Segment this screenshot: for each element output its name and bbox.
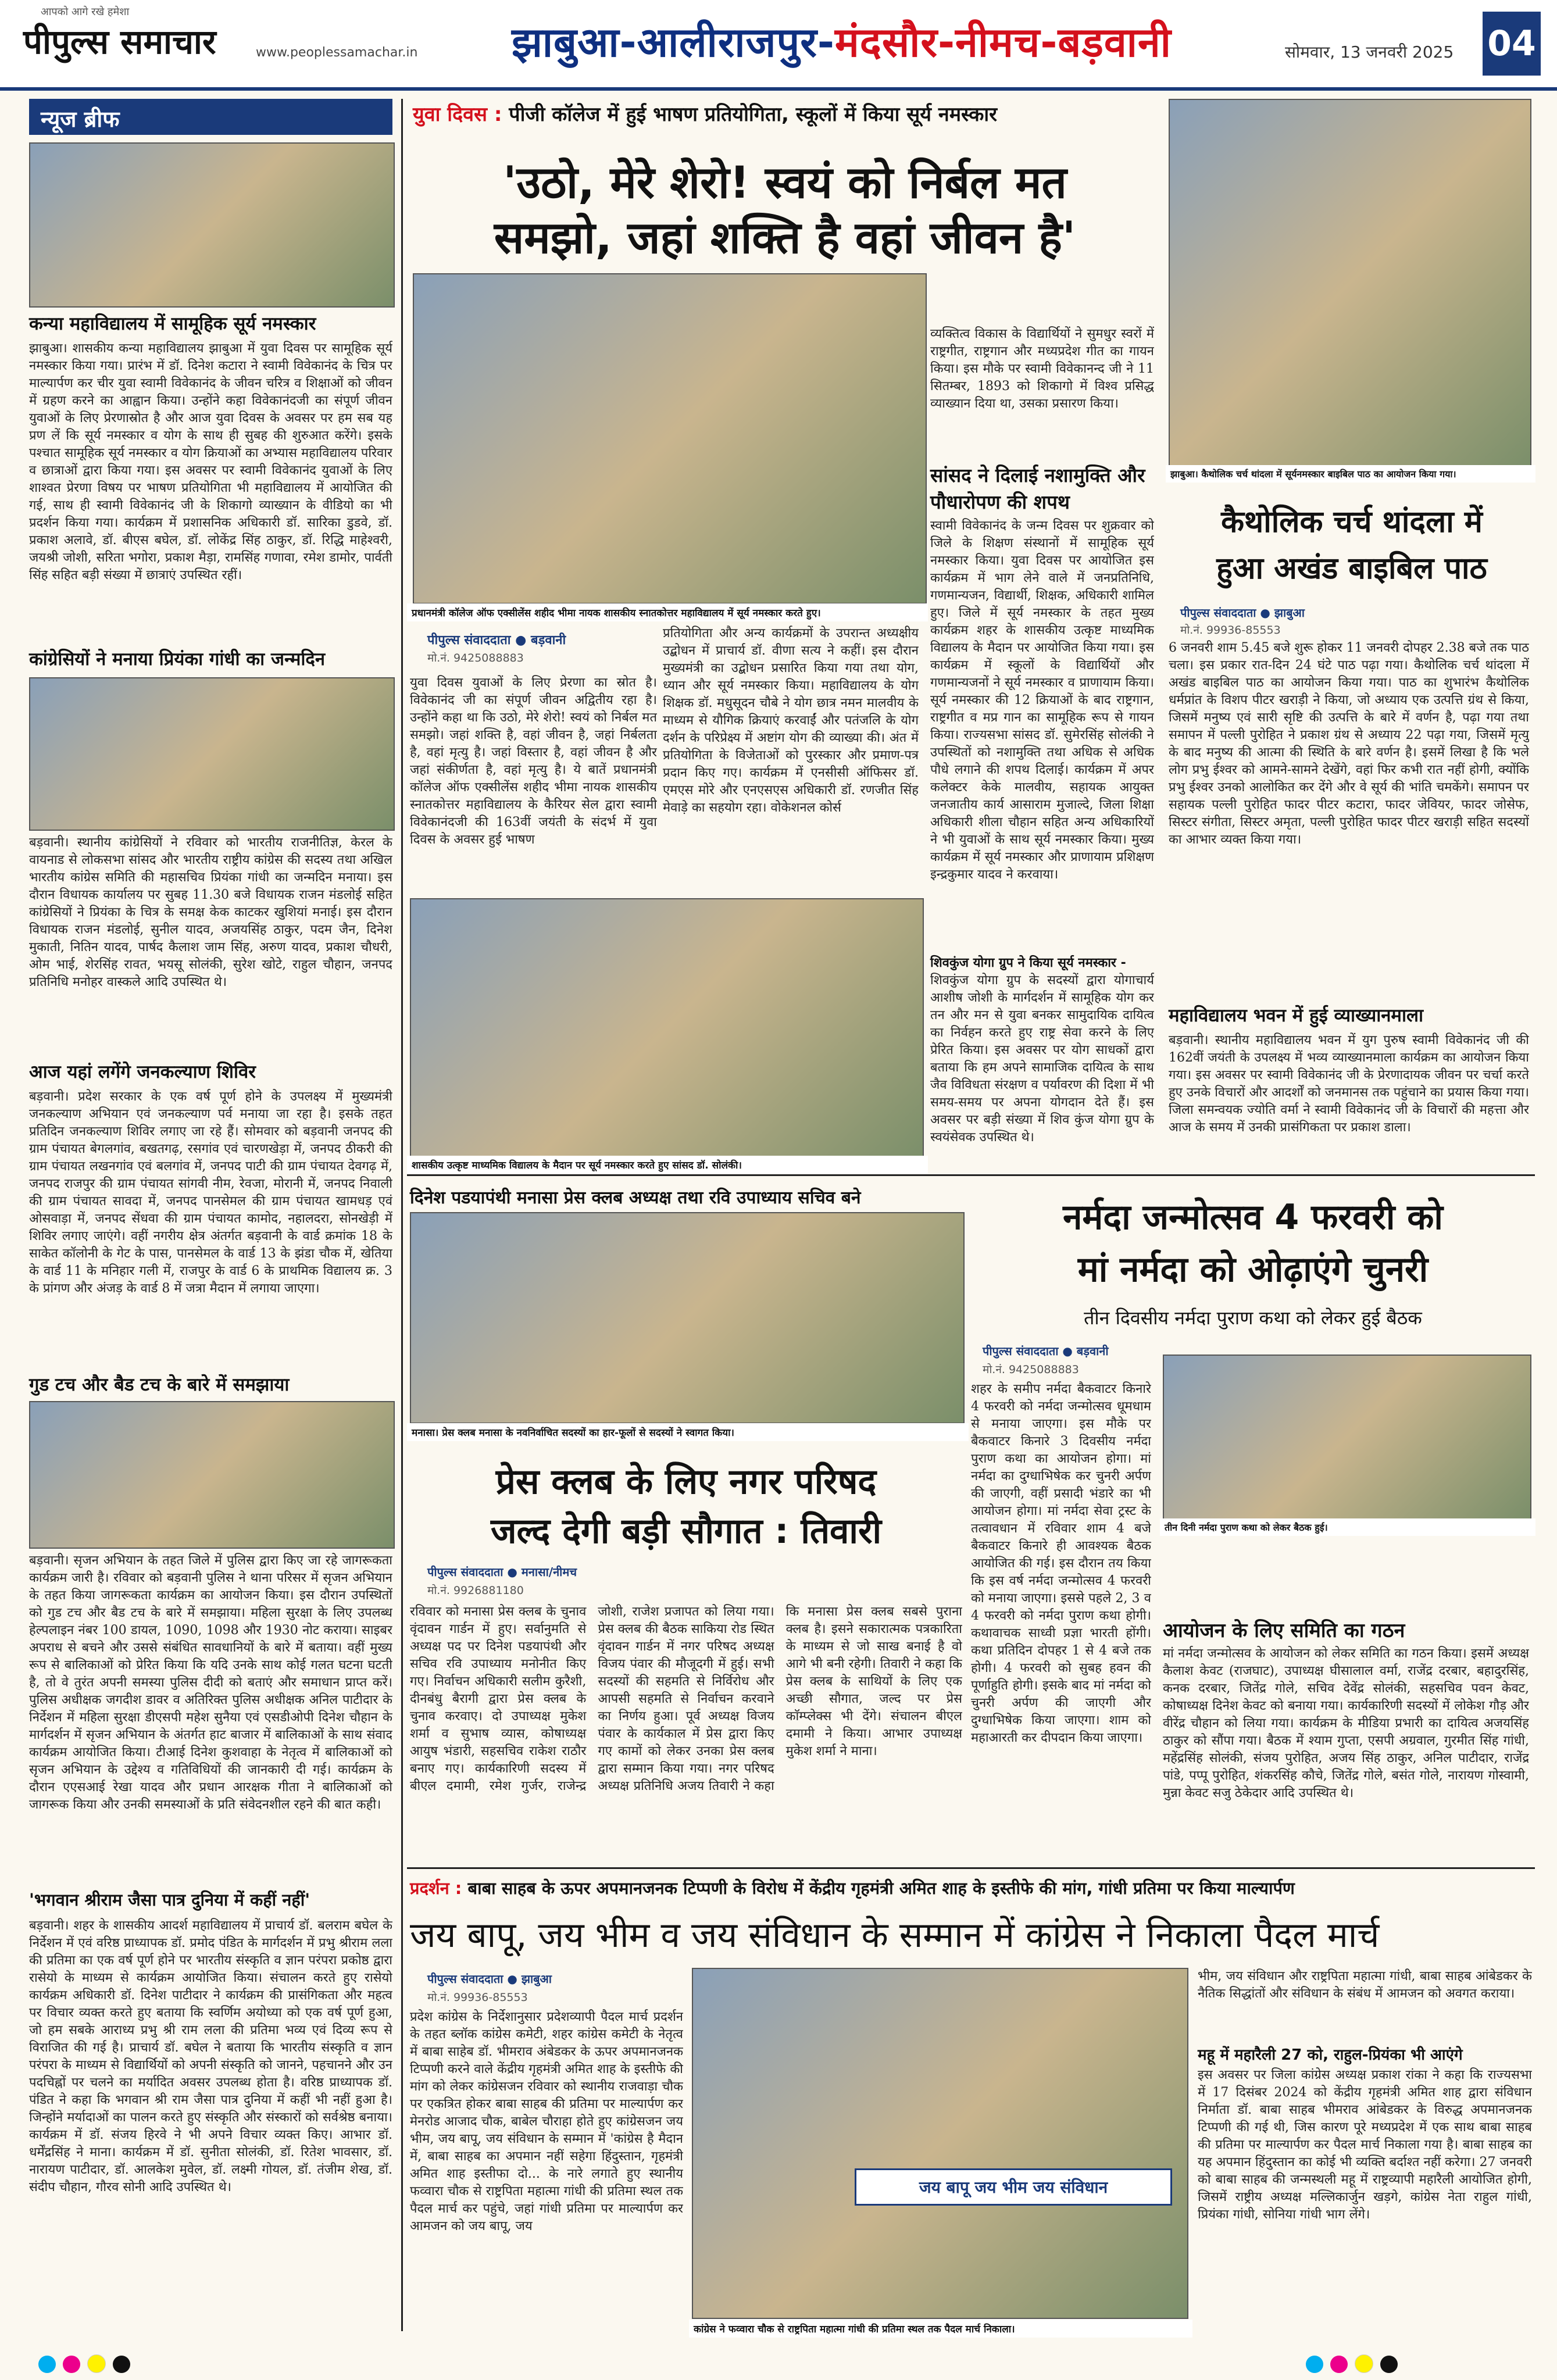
lead-col-3c: शिवकुंज योगा ग्रुप के सदस्यों द्वारा योगाचार्य आशीष जोशी के मार्गदर्शन में सामूहिक योग कर तन और मन से युवा बनकर सामुदायिक दायित्व का निर्वहन करते हुए राष्ट्र सेवा करने के लिए प्रेरित किया। इस अवसर पर योग साधकों द्वारा बताया कि हम अपने सामाजिक दायित्व के साथ जैव विविधता संरक्षण व पर्यावरण की दिशा में भी समय-समय पर अपना योगदान देते हैं। इस अवसर पर बड़ी संख्या में शिव कुंज योगा ग्रुप के स्वयंसेवक उपस्थित थे। <box>930 973 1154 1145</box>
catholic-body: 6 जनवरी शाम 5.45 बजे शुरू होकर 11 जनवरी दोपहर 2.38 बजे तक पाठ चला। इस प्रकार रात-दिन 24 घंटे पाठ पढ़ा गया। कैथोलिक चर्च थांदला में अखंड बाइबिल पाठ का आयोजन किया गया। पाठ का शुभारंभ कैथोलिक धर्मप्रांत के विशप पीटर खराड़ी ने किया, जो अध्याय एक उत्पत्ति ग्रंथ से किया, जिसमें मनुष्य एवं सारी सृष्टि की उत्पत्ति के बारे में वर्णन है, पढ़ा गया तथा समापन में पल्ली पुरोहित ने प्रकाश ग्रंथ से अध्याय 22 पढ़ा गया, जिसमें मृत्यु के बाद मनुष्य की आत्मा की स्थिति के बारे वर्णन है। इसमें लिखा है कि भले लोग प्रभु ईश्वर को आमने-सामने देखेंगे, वहां फिर कभी रात नहीं होगी, क्योंकि प्रभु ईश्वर उनको आलोकित कर देंगे और वे सूर्य की भांति चमकेंगे। समापन पर सहायक पल्ली पुरोहित फादर पीटर कटारा, फादर जेवियर, फादर जोसेफ, सिस्टर संगीता, सिस्टर अमृता, पल्ली पुरोहित फादर पीटर खराड़ी सहित सदस्यों का आभार व्यक्त किया गया। <box>1169 641 1529 847</box>
black-dot-icon <box>113 2356 130 2373</box>
lead-photo-college <box>413 273 927 604</box>
catholic-headline-1: कैथोलिक चर्च थांदला में <box>1221 505 1483 539</box>
magenta-dot-icon <box>63 2356 80 2373</box>
yellow-dot-icon <box>87 2354 106 2373</box>
print-registration-marks <box>35 2354 1523 2374</box>
edition-red: मंदसौर-नीमच-बड़वानी <box>834 19 1172 66</box>
brief-photo-police <box>29 1401 395 1549</box>
narmada-headline-1: नर्मदा जन्मोत्सव 4 फरवरी को <box>1063 1197 1443 1238</box>
press-club-headline-1: प्रेस क्लब के लिए नगर परिषद <box>495 1461 877 1502</box>
yoga-group-label: शिवकुंज योगा ग्रुप ने किया सूर्य नमस्कार - <box>930 956 1126 970</box>
logo-tagline: आपको आगे रखे हमेशा <box>41 6 130 18</box>
page-number: 04 <box>1483 12 1541 76</box>
brief-headline-5: 'भगवान श्रीराम जैसा पात्र दुनिया में कहीं नहीं' <box>29 1890 310 1910</box>
brief-headline-3: आज यहां लगेंगे जनकल्याण शिविर <box>29 1062 256 1082</box>
narmada-subheading: तीन दिवसीय नर्मदा पुराण कथा को लेकर हुई बैठक <box>1084 1307 1422 1329</box>
narmada-byline: पीपुल्स संवाददाता ● बड़वानी <box>983 1344 1109 1358</box>
march-headline: जय बापू, जय भीम व जय संविधान के सम्मान में कांग्रेस ने निकाला पैदल मार्च <box>410 1915 1380 1956</box>
march-body: प्रदेश कांग्रेस के निर्देशानुसार प्रदेशव्यापी पैदल मार्च प्रदर्शन के तहत ब्लॉक कांग्रेस कमेटी, शहर कांग्रेस कमेटी के नेतृत्व में बाबा साहेब डॉ. भीमराव अंबेडकर के ऊपर अपमानजनक टिप्पणी करने वाले केंद्रीय गृहमंत्री अमित शाह के इस्तीफे की मांग को लेकर कांग्रेसजन रविवार को स्थानीय राजवाड़ा चौक पर एकत्रित होकर बाबा साहब की प्रतिमा पर माल्यार्पण कर मेनरोड आजाद चौक, बाबेल चौराहा होते हुए कांग्रेसजन जय भीम, जय बापू, जय संविधान के सम्मान में 'कांग्रेस है मैदान में, बाबा साहब का अपमान नहीं सहेगा हिंदुस्तान, गृहमंत्री अमित शाह इस्तीफा दो... के नारे लगाते हुए स्थानीय फव्वारा चौक से राष्ट्रपिता महात्मा गांधी की प्रतिमा स्थल तक पैदल मार्च कर पहुंचे, जहां गांधी प्रतिमा पर माल्यार्पण कर आमजन को जय बापू, जय <box>410 2010 683 2234</box>
lead-kicker <box>413 100 1151 127</box>
brief-body-1: झाबुआ। शासकीय कन्या महाविद्यालय झाबुआ में युवा दिवस पर सामूहिक सूर्य नमस्कार किया गया। प्रारंभ में डॉ. दिनेश कटारा ने स्वामी विवेकानंद के चित्र पर माल्यार्पण कर चीर युवा स्वामी विवेकानंद के जीवन चरित्र व शिक्षाओं को जीवन में ग्रहण करने का आह्वान किया। उन्होंने कहा विवेकानंदजी का संपूर्ण जीवन युवाओं के लिए प्रेरणास्रोत है और आज युवा दिवस के अवसर पर हम सब यह प्रण लें कि सूर्य नमस्कार व योग के साथ ही सुबह की शुरुआत करेंगे। इसके पश्चात सामूहिक सूर्य नमस्कार व योग क्रियाओं का अभ्यास महाविद्यालय परिवार व छात्राओं द्वारा किया गया। इस अवसर पर स्वामी विवेकानंद युवाओं के लिए शाश्वत प्रेरणा विषय पर भाषण प्रतियोगिता भी महाविद्यालय में आयोजित की गई, साथ ही स्वामी विवेकानंद जी के शिकागो व्याख्यान के वीडियो का भी प्रदर्शन किया गया। कार्यक्रम में प्रशासनिक अधिकारी डॉ. सारिका डुडवे, डॉ. प्रकाश अलावे, डॉ. बीएस बघेल, डॉ. लोकेंद्र सिंह ठाकुर, डॉ. रिद्धि माहेश्वरी, जयश्री जोशी, सरिता भगोरा, प्रकाश मैड़ा, रामसिंह गणावा, रमेश डामोर, पार्वती सिंह सहित बड़ी संख्या में छात्राएं उपस्थित रहीं। <box>29 341 392 583</box>
catholic-headline-2: हुआ अखंड बाइबिल पाठ <box>1216 551 1487 586</box>
narmada-meeting-photo <box>1163 1355 1531 1520</box>
brief-photo-congress <box>29 677 395 831</box>
press-club-phone: मो.नं. 9926881180 <box>427 1584 524 1597</box>
mhow-subheadline: महू में महारैली 27 को, राहुल-प्रियंका भी आएंगे <box>1198 2046 1463 2064</box>
lead-col-2: प्रतियोगिता और अन्य कार्यक्रमों के उपरान्त अध्यक्षीय उद्बोधन में प्राचार्य डॉ. वीणा सत्य ने कहीं। इस दौरान मुख्यमंत्री का उद्बोधन प्रसारित किया गया तथा योग, ध्यान और सूर्य नमस्कार किया। महाविद्यालय के योग शिक्षक डॉ. मधुसूदन चौबे ने योग छात्र नमन मालवीय के माध्यम से यौगिक क्रियाएं करवाईं और पतंजलि के योग दर्शन के परिप्रेक्ष्य में अष्टांग योग की व्याख्या की। अंत में प्रतियोगिता के विजेताओं को पुरस्कार और प्रमाण-पत्र प्रदान किए गए। कार्यक्रम में एनसीसी ऑफिसर डॉ. एमएस मोरे और एनएसएस अधिकारी डॉ. रणजीत सिंह मेवाड़े का सहयोग रहा। वोकेशनल कोर्स <box>663 626 919 815</box>
march-banner: जय बापू जय भीम जय संविधान <box>855 2168 1172 2206</box>
vyakhyanmala-headline: महाविद्यालय भवन में हुई व्याख्यानमाला <box>1169 1005 1424 1026</box>
march-kicker-label: प्रदर्शन : <box>410 1878 462 1898</box>
brief-body-2: बड़वानी। स्थानीय कांग्रेसियों ने रविवार को भारतीय राजनीतिज्ञ, केरल के वायनाड से लोकसभा सांसद और भारतीय राष्ट्रीय कांग्रेस की सदस्य तथा अखिल भारतीय कांग्रेस समिति की महासचिव प्रियंका गांधी का जन्मदिन मनाया। इस दौरान विधायक कार्यालय पर सुबह 11.30 बजे विधायक राजन मंडलोई सहित कांग्रेसियों ने प्रियंका के चित्र के समक्ष केक काटकर खुशियां मनाई। इस दौरान विधायक राजन मंडलोई, सुनील यादव, अजयसिंह ठाकुर, पदम जैन, दिनेश मुकाती, नितिन यादव, पार्षद कैलाश जाम सिंह, अरुण यादव, प्रकाश चौधरी, ओम भाई, शेरसिंह रावत, भयसू सोलंकी, सुरेश खोटे, राहुल चौहान, जनपद प्रतिनिधि मनोहर वास्कले आदि उपस्थित थे। <box>29 835 392 989</box>
yellow-dot-icon <box>1355 2354 1373 2373</box>
lead-col-1: युवा दिवस युवाओं के लिए प्रेरणा का स्रोत है। विवेकानंद जी का संपूर्ण जीवन अद्वितीय रहा है। उन्होंने कहा था कि उठो, मेरे शेरो! स्वयं को निर्बल मत समझो। जहां शक्ति है, वहां जीवन है, जहां निर्बलता है, वहां मृत्यु है। जहां विस्तार है, वहां जीवन है और जहां संकीर्णता है, वहां मृत्यु है। ये बातें प्रधानमंत्री कॉलेज ऑफ एक्सीलेंस शहीद भीमा नायक शासकीय स्नातकोत्तर महाविद्यालय के कैरियर सेल द्वारा स्वामी विवेकानंदजी की 163वीं जयंती के संदर्भ में युवा दिवस के अवसर हुई भाषण <box>410 676 657 847</box>
lead-headline-2: समझो, जहां शक्ति है वहां जीवन है' <box>494 212 1076 263</box>
narmada-photo-caption: तीन दिनी नर्मदा पुराण कथा को लेकर बैठक हुई। <box>1160 1518 1535 1536</box>
press-club-caption: मनासा। प्रेस क्लब मनासा के नवनिर्वाचित सदस्यों का हार-फूलों से सदस्यों ने स्वागत किया। <box>407 1423 969 1441</box>
brief-headline-4: गुड टच और बैड टच के बारे में समझाया <box>29 1374 290 1395</box>
committee-headline: आयोजन के लिए समिति का गठन <box>1163 1619 1405 1642</box>
lead-photo-mp-yoga <box>410 898 924 1159</box>
narmada-phone: मो.नं. 9425088883 <box>983 1363 1079 1376</box>
catholic-photo-caption: झाबुआ। कैथोलिक चर्च थांदला में सूर्यनमस्कार बाइबिल पाठ का आयोजन किया गया। <box>1166 465 1535 483</box>
issue-date: सोमवार, 13 जनवरी 2025 <box>1285 42 1454 62</box>
brief-photo-surya-namaskar <box>29 142 395 308</box>
march-kicker-text: बाबा साहब के ऊपर अपमानजनक टिप्पणी के विरोध में केंद्रीय गृहमंत्री अमित शाह के इस्तीफे की मांग, गांधी प्रतिमा पर किया माल्यार्पण <box>467 1878 1295 1898</box>
cyan-dot-icon <box>1306 2356 1323 2373</box>
catholic-phone: मो.नं. 99936-85553 <box>1180 624 1281 637</box>
section-rule-2 <box>407 1867 1535 1869</box>
press-club-headline-2: जल्द देगी बड़ी सौगात : तिवारी <box>490 1511 882 1552</box>
column-divider <box>401 99 403 2331</box>
narmada-body: शहर के समीप नर्मदा बैकवाटर किनारे 4 फरवरी को नर्मदा जन्मोत्सव धूमधाम से मनाया जाएगा। इस मौके पर बैकवाटर किनारे 3 दिवसीय नर्मदा पुराण कथा का आयोजन होगा। मां नर्मदा का दुग्धाभिषेक कर चुनरी अर्पण की जाएगी, वहीं प्रसादी भंडारे का भी आयोजन होगा। मां नर्मदा सेवा ट्रस्ट के तत्वावधान में रविवार शाम 4 बजे बैकवाटर किनारे ही आवश्यक बैठक आयोजित की गई। इस दौरान तय किया कि इस वर्ष नर्मदा जन्मोत्सव 4 फरवरी को मनाया जाएगा। इससे पहले 2, 3 व 4 फरवरी को नर्मदा पुराण कथा होगी। कथावाचक साध्वी प्रज्ञा भारती होंगी। कथा प्रतिदिन दोपहर 1 से 4 बजे तक होगी। 4 फरवरी को सुबह हवन की पूर्णाहुति होगी। इसके बाद मां नर्मदा को चुनरी अर्पण की जाएगी और दुग्धाभिषेक किया जाएगा। शाम को महाआरती कर दीपदान किया जाएगा। <box>971 1382 1151 1745</box>
cyan-dot-icon <box>38 2356 56 2373</box>
vyakhyanmala-body: बड़वानी। स्थानीय महाविद्यालय भवन में युग पुरुष स्वामी विवेकानंद जी की 162वीं जयंती के उपलक्ष्य में भव्य व्याख्यानमाला कार्यक्रम का आयोजन किया गया। इस अवसर पर स्वामी विवेकानंद जी के प्रेरणादायक जीवन पर चर्चा करते हुए उनके विचारों और आदर्शों को जनमानस तक पहुंचाने का प्रयास किया गया। जिला समन्वयक ज्योति वर्मा ने स्वामी विवेकानंद जी के विचारों की महत्ता और आज के समय में उनकी प्रासंगिकता पर प्रकाश डाला। <box>1169 1033 1529 1135</box>
lead-kicker-text: पीजी कॉलेज में हुई भाषण प्रतियोगिता, स्कूलों में किया सूर्य नमस्कार <box>509 103 998 126</box>
lead-phone: मो.नं. 9425088883 <box>427 652 524 664</box>
lead-byline: पीपुल्स संवाददाता ● बड़वानी <box>427 633 566 648</box>
section-rule <box>407 1174 1535 1176</box>
brief-body-5: बड़वानी। शहर के शासकीय आदर्श महाविद्यालय में प्राचार्य डॉ. बलराम बघेल के निर्देशन में एवं वरिष्ठ प्राध्यापक डॉ. प्रमोद पंडित के मार्गदर्शन में प्रभु श्रीराम लला की प्रतिमा का एक वर्ष पूर्ण होने पर भारतीय संस्कृति व ज्ञान परंपरा प्रकोष्ठ द्वारा रासेयो के माध्यम से कार्यक्रम आयोजित किया। संचालन करते हुए रासेयो कार्यक्रम अधिकारी डॉ. दिनेश पाटीदार ने कार्यक्रम की प्रासंगिकता और महत्व पर विचार व्यक्त करते हुए बताया कि स्वर्णिम अयोध्या को एक वर्ष पूर्ण हुआ, जो हम सबके आराध्य प्रभु श्री राम लला की प्रतिमा भव्य एवं दिव्य रूप से विराजित की गई है। प्राचार्य डॉ. बघेल ने बताया कि भारतीय संस्कृति व ज्ञान परंपरा के माध्यम से विद्यार्थियों को अपनी संस्कृति को जानने, पहचानने और उन पदचिह्नों पर चलने का मर्यादित अवसर उपलब्ध होता है। वरिष्ठ प्राध्यापक डॉ. पंडित ने कहा कि भगवान श्री राम जैसा पात्र दुनिया में कहीं भी नहीं हुआ है। जिन्होंने मर्यादाओं का पालन करते हुए संस्कृति और संस्कारों को सर्वश्रेष्ठ बनाया। कार्यक्रम में डॉ. संजय हिरवे ने भी अपने विचार व्यक्त किए। आभार डॉ. धर्मेंद्रसिंह ने माना। कार्यक्रम में डॉ. सुनीता सोलंकी, डॉ. रितेश भावसार, डॉ. नारायण पाटीदार, डॉ. आलकेश मुवेल, डॉ. लक्ष्मी गोयल, डॉ. तंजीम शेख, डॉ. संदीप चौहान, गौरव सोनी आदि उपस्थित थे। <box>29 1918 392 2195</box>
lead-photo1-caption: प्रधानमंत्री कॉलेज ऑफ एक्सीलेंस शहीद भीमा नायक शासकीय स्नातकोत्तर महाविद्यालय में सूर्य नमस्कार करते हुए। <box>407 603 928 621</box>
website-link[interactable]: www.peoplessamachar.in <box>256 45 418 60</box>
march-body-right-2: इस अवसर पर जिला कांग्रेस अध्यक्ष प्रकाश रांका ने कहा कि राज्यसभा में 17 दिसंबर 2024 को केंद्रीय गृहमंत्री अमित शाह द्वारा संविधान निर्माता डॉ. बाबा साहब भीमराव आंबेडकर के विरुद्ध अपमानजनक टिप्पणी की गई थी, जिस कारण पूरे मध्यप्रदेश में एक साथ बाबा साहब की प्रतिमा पर माल्यार्पण कर पैदल मार्च निकाला गया है। बाबा साहब का यह अपमान हिंदुस्तान का कोई भी व्यक्ति बर्दाश्त नहीं करेगा। 27 जनवरी को बाबा साहब की जन्मस्थली महू में राष्ट्रव्यापी महारैली आयोजित होगी, जिसमें राष्ट्रीय अध्यक्ष मल्लिकार्जुन खड़गे, कांग्रेस नेता राहुल गांधी, प्रियंका गांधी, सोनिया गांधी भाग लेंगे। <box>1198 2068 1532 2222</box>
edition-blue: झाबुआ-आलीराजपुर- <box>512 19 835 66</box>
press-club-body: रविवार को मनासा प्रेस क्लब के चुनाव वृंदावन गार्डन में हुए। सर्वानुमति से अध्यक्ष पद पर दिनेश पडयापंथी और सचिव रवि उपाध्याय मनोनीत किए गए। निर्वाचन अधिकारी सलीम कुरैशी, दीनबंधु बैरागी द्वारा प्रेस क्लब के चुनाव करवाए। दो उपाध्यक्ष मुकेश शर्मा व सुभाष व्यास, कोषाध्यक्ष आयुष भंडारी, सहसचिव राकेश राठौर बनाए गए। कार्यकारिणी सदस्य में बीएल दमामी, रमेश गुर्जर, राजेन्द्र जोशी, राजेश प्रजापत को लिया गया। प्रेस क्लब की बैठक साकिया रोड स्थित वृंदावन गार्डन में नगर परिषद अध्यक्ष विजय पंवार की मौजूदगी में हुई। सभी सदस्यों की सहमति से निर्विरोध और आपसी सहमति से निर्वाचन करवाने का निर्णय हुआ। पूर्व अध्यक्ष विजय पंवार के कार्यकाल में प्रेस द्वारा किए गए कामों को लेकर उनका प्रेस क्लब द्वारा सम्मान किया गया। नगर परिषद अध्यक्ष प्रतिनिधि अजय तिवारी ने कहा कि मनासा प्रेस क्लब सबसे पुराना क्लब है। इसने सकारात्मक पत्रकारिता के माध्यम से जो साख बनाई है वो आगे भी बनी रहेगी। तिवारी ने कहा कि प्रेस क्लब के साथियों के लिए एक अच्छी सौगात, जल्द पर प्रेस काॅम्प्लेक्स भी देंगे। संचालन बीएल दमामी ने किया। आभार उपाध्यक्ष मुकेश शर्मा ने माना। <box>410 1604 962 1793</box>
catholic-church-photo <box>1169 99 1531 467</box>
lead-kicker-label: युवा दिवस : <box>413 103 502 126</box>
magenta-dot-icon <box>1330 2356 1348 2373</box>
narmada-headline-2: मां नर्मदा को ओढ़ाएंगे चुनरी <box>1077 1249 1429 1290</box>
edition-title <box>512 13 1172 69</box>
committee-body: मां नर्मदा जन्मोत्सव के आयोजन को लेकर समिति का गठन किया। इसमें अध्यक्ष कैलाश केवट (राजघाट), उपाध्यक्ष घीसालाल वर्मा, राजेंद्र दरबार, बहादुरसिंह, कनक दरबार, जितेंद्र गोले, सचिव देवेंद्र सोलंकी, सहसचिव पवन केवट, कोषाध्यक्ष दिनेश केवट को बनाया गया। कार्यकारिणी सदस्यों में लोकेश गौड़ और वीरेंद्र चौहान को लिया गया। कार्यक्रम के मीडिया प्रभारी का दायित्व अजयसिंह ठाकुर को सौंपा गया। बैठक में श्याम गुप्ता, एसपी अग्रवाल, गुरमीत सिंह गांधी, महेंद्रसिंह सोलंकी, संजय पुरोहित, अजय सिंह ठाकुर, अनिल पाटीदार, राजेंद्र पांडे, पप्पू पुरोहित, शंकरसिंह कौचे, जितेंद्र गोले, बसंत गोले, नारायण गोस्वामी, मुन्ना केवट सजु ठेकेदार आदि उपस्थित थे। <box>1163 1646 1529 1800</box>
lead-photo2-caption: शासकीय उत्कृष्ट माध्यमिक विद्यालय के मैदान पर सूर्य नमस्कार करते हुए सांसद डॉ. सोलंकी। <box>407 1156 928 1174</box>
march-phone: मो.नं. 99936-85553 <box>427 1991 528 2004</box>
march-body-right: भीम, जय संविधान और राष्ट्रपिता महात्मा गांधी, बाबा साहब आंबेडकर के नैतिक सिद्धांतों और संविधान के संबंध में आमजन को अवगत कराया। <box>1198 1969 1532 2001</box>
brief-headline-2: कांग्रेसियों ने मनाया प्रियंका गांधी का जन्मदिन <box>29 649 326 670</box>
black-dot-icon <box>1380 2356 1398 2373</box>
press-club-byline: पीपुल्स संवाददाता ● मनासा/नीमच <box>427 1565 577 1579</box>
lead-col-3: व्यक्तित्व विकास के विद्यार्थियों ने सुमधुर स्वरों में राष्ट्रगीत, राष्ट्रगान और मध्यप्रदेश गीत का गायन किया। इस मौके पर स्वामी विवेकानन्द जी ने 11 सितम्बर, 1893 को शिकागो में विश्व प्रसिद्ध व्याख्यान दिया था, उसका प्रसारण किया। <box>930 327 1154 411</box>
catholic-byline: पीपुल्स संवाददाता ● झाबुआ <box>1180 606 1305 620</box>
lead-col-3b: स्वामी विवेकानंद के जन्म दिवस पर शुक्रवार को जिले के शिक्षण संस्थानों में सामूहिक सूर्य नमस्कार किया। युवा दिवस पर आयोजित इस कार्यक्रम में भाग लेने वाले में जनप्रतिनिधि, गणमान्यजन, विद्यार्थी, शिक्षक, अधिकारी शामिल हुए। जिले में सूर्य नमस्कार के तहत मुख्य कार्यक्रम शहर के शासकीय उत्कृष्ट माध्यमिक विद्यालय के मैदान पर आयोजित किया गया। इस कार्यक्रम में स्कूलों के विद्यार्थियों और गणमान्यजनों ने सूर्य नमस्कार व प्राणायाम किया। सूर्य नमस्कार की 12 क्रियाओं के बाद राष्ट्रगान, राष्ट्रगीत व मप्र गान का सामूहिक रूप से गायन किया। राज्यसभा सांसद डॉ. सुमेरसिंह सोलंकी ने उपस्थितों को नशामुक्ति तथा अधिक से अधिक पौधे लगाने की शपथ दिलाई। कार्यक्रम में अपर कलेक्टर केके मालवीय, सहायक आयुक्त जनजातीय कार्य आसाराम मुजाल्दे, जिला शिक्षा अधिकारी शीला चौहान सहित अन्य अधिकारियों ने भी युवाओं के साथ सूर्य नमस्कार किया। मुख्य कार्यक्रम में सूर्य नमस्कार और प्राणायाम प्रशिक्षण इन्द्रकुमार यादव ने करवाया। <box>930 519 1154 882</box>
newspaper-logo[interactable]: पीपुल्स समाचार <box>23 22 216 62</box>
march-photo-caption: कांग्रेस ने फव्वारा चौक से राष्ट्रपिता महात्मा गांधी की प्रतिमा स्थल तक पैदल मार्च निकाला। <box>689 2320 1192 2338</box>
brief-body-3: बड़वानी। प्रदेश सरकार के एक वर्ष पूर्ण होने के उपलक्ष्य में मुख्यमंत्री जनकल्याण अभियान एवं जनकल्याण पर्व मनाया जा रहा है। इसके तहत प्रतिदिन जनकल्याण शिविर लगाए जा रहे हैं। सोमवार को बड़वानी जनपद की ग्राम पंचायत बेगलगांव, बखतगढ़, रसगांव एवं चारणखेड़ा में, जनपद ठीकरी की ग्राम पंचायत लखनगांव एवं बलगांव में, जनपद पाटी की ग्राम पंचायत देवगढ़ में, जनपद राजपुर की ग्राम पंचायत सांगवी नीम, रेवजा, मोरानी में, जनपद निवाली की ग्राम पंचायत सावदा में, जनपद पानसेमल की ग्राम पंचायत खामधड़ एवं ओसवाड़ा में, जनपद सेंधवा की ग्राम पंचायत कामोद, नहालदरा, सोनखेड़ी में शिविर लगाए जाएंगे। वहीं नगरीय क्षेत्र अंतर्गत बड़वानी के वार्ड क्रमांक 18 के साकेत कॉलोनी के गेट के पास, पानसेमल के वार्ड 13 के झंडा चौक में, खेतिया के वार्ड 11 के मनिहार गली में, राजपुर के वार्ड 6 के प्राथमिक विद्यालय क्र. 3 के प्रांगण और अंजड़ के वार्ड 8 में जत्रा मैदान में लगाया जाएगा। <box>29 1089 392 1296</box>
march-photo <box>692 1968 1188 2319</box>
lead-headline-1: 'उठो, मेरे शेरो! स्वयं को निर्बल मत <box>503 156 1067 208</box>
lead-subheadline: सांसद ने दिलाई नशामुक्ति और पौधारोपण की शपथ <box>930 464 1145 513</box>
march-byline: पीपुल्स संवाददाता ● झाबुआ <box>427 1972 552 1986</box>
brief-headline-1: कन्या महाविद्यालय में सामूहिक सूर्य नमस्कार <box>29 313 316 334</box>
brief-body-4: बड़वानी। सृजन अभियान के तहत जिले में पुलिस द्वारा किए जा रहे जागरूकता कार्यक्रम जारी है। रविवार को बड़वानी पुलिस ने थाना परिसर में सृजन अभियान के तहत किया जागरूकता कार्यक्रम का आयोजन किया। इस दौरान उपस्थितों को गुड टच और बैड टच के बारे में समझाया। महिला सुरक्षा के लिए उपलब्ध हेल्पलाइन नंबर 100 डायल, 1090, 1098 और 1930 नोट कराया। साइबर अपराध से बचने और उससे संबंधित सावधानियों के बारे में बताया। वहीं मुख्य रूप से बालिकाओं को प्रेरित किया कि यदि उनके साथ कोई गलत घटना घटती है, तो वे तुरंत अपनी समस्या पुलिस दीदी को बताएं और समाधान प्राप्त करें। पुलिस अधीक्षक जगदीश डावर व अतिरिक्त पुलिस अधीक्षक अनिल पाटीदार के निर्देशन में महिला सुरक्षा डीएसपी महेश सुनैया एवं एसडीओपी दिनेश चौहान के मार्गदर्शन में सृजन अभियान के अंतर्गत हाट बाजार में बालिकाओं के साथ संवाद कार्यक्रम आयोजित किया। टीआई दिनेश कुशवाहा के नेतृत्व में बालिकाओं को सृजन अभियान के उद्देश्य व गतिविधियों की जानकारी दी गई। कार्यक्रम के दौरान एएसआई रेखा यादव और प्रधान आरक्षक गीता ने बालिकाओं को जागरूक किया और उनकी समस्याओं के प्रति संवेदनशील रहने की बात कही। <box>29 1553 392 1812</box>
press-club-photo <box>410 1212 965 1424</box>
march-kicker <box>410 1877 1532 1899</box>
news-brief-title: न्यूज ब्रीफ <box>41 106 120 132</box>
press-club-kicker: दिनेश पडयापंथी मनासा प्रेस क्लब अध्यक्ष तथा रवि उपाध्याय सचिव बने <box>410 1188 861 1208</box>
